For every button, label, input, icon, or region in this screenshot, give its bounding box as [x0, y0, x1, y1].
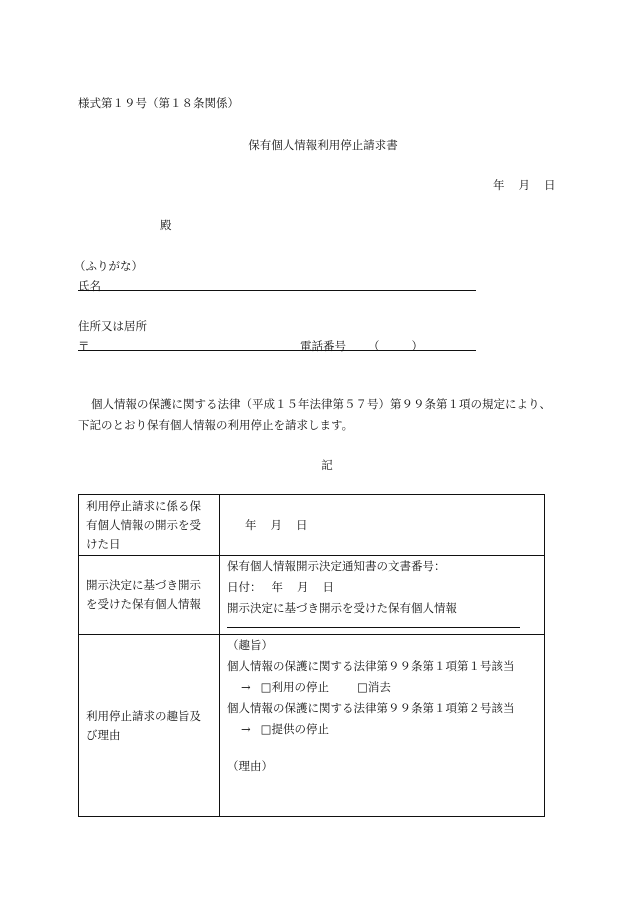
- request-table: [78, 494, 545, 817]
- label-line: 開示決定に基づき開示: [86, 578, 201, 592]
- clause-1-options: [227, 677, 544, 698]
- checkbox-stop-use[interactable]: □利用の停止: [260, 680, 330, 694]
- month-label: 月: [297, 580, 309, 594]
- purpose-label: （趣旨）: [227, 638, 273, 652]
- month-label: 月: [518, 178, 530, 192]
- day-label: 日: [296, 518, 308, 532]
- phone-paren-close: ）: [411, 339, 423, 353]
- label-line: 利用停止請求に係る保: [86, 498, 201, 513]
- label-line: 利用停止請求の趣旨及: [86, 708, 201, 723]
- phone-field: [300, 338, 423, 354]
- year-label: 年: [271, 580, 283, 594]
- year-label: 年: [245, 518, 257, 532]
- statement-line-1: 個人情報の保護に関する法律（平成１５年法律第５７号）第９９条第１項の規定により、: [91, 397, 551, 411]
- table-row: [79, 635, 545, 817]
- label-line: び理由: [86, 727, 121, 742]
- statement-line-2: 下記のとおり保有個人情報の利用停止を請求します。: [78, 418, 354, 432]
- form-number: 様式第１９号（第１８条関係）: [78, 96, 239, 110]
- disclosure-date-cell[interactable]: [220, 495, 545, 556]
- form-title: 保有個人情報利用停止請求書: [248, 138, 398, 152]
- phone-paren-open: （: [368, 339, 380, 353]
- purpose-reason-cell[interactable]: [220, 635, 545, 817]
- disclosure-date: [220, 517, 544, 533]
- name-underline: [78, 290, 476, 291]
- purpose-reason-label: [79, 635, 220, 817]
- addressee-suffix: 殿: [160, 218, 172, 232]
- notice-date: [227, 577, 544, 598]
- address-underline: [78, 350, 476, 351]
- checkbox-erase[interactable]: □消去: [357, 680, 391, 694]
- phone-label: 電話番号: [300, 339, 346, 353]
- date-line: [493, 177, 556, 193]
- disclosed-info-label: [79, 556, 220, 635]
- arrow-icon: →: [241, 722, 251, 736]
- clause-2-options: [227, 719, 544, 740]
- label-line: 有個人情報の開示を受: [86, 517, 201, 532]
- day-label: 日: [322, 580, 334, 594]
- reason-label: （理由）: [227, 759, 273, 773]
- arrow-icon: →: [241, 680, 251, 694]
- year-label: 年: [493, 178, 505, 192]
- ki-heading: 記: [321, 458, 333, 472]
- notice-number-label: 保有個人情報開示決定通知書の文書番号：: [227, 559, 446, 573]
- date-label: 日付：: [227, 580, 262, 594]
- furigana-label: （ふりがな）: [74, 259, 143, 273]
- disclosure-date-label: [79, 495, 220, 556]
- day-label: 日: [544, 178, 556, 192]
- postal-mark: 〒: [78, 339, 90, 353]
- clause-1: 個人情報の保護に関する法律第９９条第１項第１号該当: [227, 659, 515, 673]
- disclosed-info-text: 開示決定に基づき開示を受けた保有個人情報: [227, 601, 457, 615]
- disclosed-info-cell[interactable]: [220, 556, 545, 635]
- name-label: 氏名: [78, 279, 101, 293]
- address-label: 住所又は居所: [78, 319, 147, 333]
- label-line: けた日: [86, 536, 121, 551]
- disclosed-info-underline: [227, 619, 520, 628]
- month-label: 月: [270, 518, 282, 532]
- table-row: [79, 556, 545, 635]
- table-row: [79, 495, 545, 556]
- checkbox-stop-provision[interactable]: □提供の停止: [260, 722, 330, 736]
- clause-2: 個人情報の保護に関する法律第９９条第１項第２号該当: [227, 701, 515, 715]
- label-line: を受けた保有個人情報: [86, 597, 201, 611]
